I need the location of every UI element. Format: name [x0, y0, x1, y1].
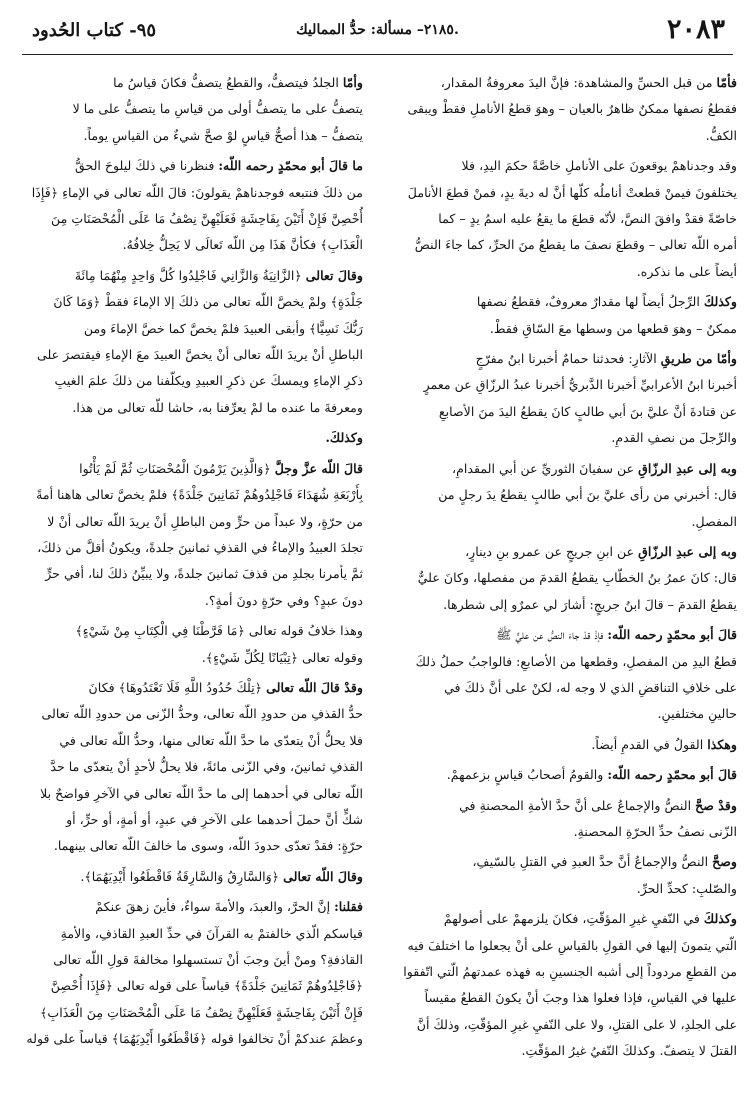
- paragraph-lead: وأمّا من طريقِ: [660, 351, 737, 367]
- paragraph: [392, 539, 737, 618]
- paragraph: [18, 70, 363, 149]
- text-line: شكٍّ أنَّ حملَ أحدهما على الآخرِ في عبدٍ، أو أمةٍ، أو حرٍّ، أو: [66, 811, 363, 827]
- text-line: الزّنى نصفُ حدِّ الحرّةِ المحصنةِ.: [573, 823, 737, 839]
- page-number: ٢٠٨٣: [666, 14, 725, 45]
- text-line: وقدْ صحَّ النصُّ والإجماعُ على أنَّ حدَّ الأمةِ المحصنةِ في: [459, 797, 737, 813]
- text-line: يتصفُّ على ما يتصفُّ أولى من قياسِ ما يتصفُّ على ما لا: [72, 101, 363, 117]
- text-line: وصحَّ النصُّ والإجماعُ أنَّ حدَّ العبدِ في القتلِ بالسّيفِ،: [472, 854, 737, 870]
- text-line: وهذا خلافُ قوله تعالى ﴿مَا فَرَّطْنَا فِي الْكِتَابِ مِنْ شَيْءٍ﴾: [75, 623, 363, 639]
- page-header: [22, 14, 733, 55]
- text-line: قياسكم الّذي خالفتمْ به القرآنَ في حدِّ العبدِ القاذفِ، والأمةِ: [60, 925, 363, 941]
- running-title: ٢١٨٥– مسألة: حدُّ المماليك.: [296, 22, 459, 38]
- text-line: أُحْصِنَّ فَإِنْ أَتَيْنَ بِفَاحِشَةٍ فَعَلَيْهِنَّ نِصْفُ مَا عَلَى الْمُحْصَنَاتِ مِنَ: [51, 211, 363, 227]
- left-text-column: [18, 70, 363, 1090]
- text-line: قال: أخبرني من رأى عليَّ بنَ أبي طالبٍ يقطعُ يدَ رجلٍ من: [438, 487, 737, 503]
- text-line: الباطلِ أنْ يريدَ اللّه تعالى أنْ يخصَّ العبيدَ معَ الإماءِ فيقتصرَ على: [36, 347, 363, 363]
- text-line: والرِّجلَ من نصفِ القدمِ.: [611, 430, 737, 446]
- text-line: عن قتادةَ أنَّ عليَّ بنَ أبي طالبٍ كانَ يقطعُ اليدَ منَ الأصابعِ: [438, 403, 737, 419]
- text-line: بِأَرْبَعَةِ شُهَدَاءَ فَاجْلِدُوهُمْ ثَمَانِينَ جَلْدَةً﴾ فلمْ يخصَّ تعالى هاهنا أمةً: [36, 487, 363, 503]
- paragraph: [18, 425, 363, 451]
- paragraph-lead: قالَ أبو محمّدٍ رحمه اللّه:: [607, 767, 737, 783]
- paragraph: [18, 864, 363, 890]
- paragraph-lead: قالَ اللّه عزَّ وجلَّ: [274, 460, 363, 476]
- paragraph: [18, 263, 363, 421]
- paragraph: [392, 153, 737, 285]
- text-line: من ذلكَ فنتبعه فوجدناهمْ يقولونَ: قالَ اللّه تعالى في الإماءِ ﴿فَإِذَا: [31, 184, 363, 200]
- text-line: من القطعِ مردوداً إلى أشبه الجنسينِ به فهذه عمدتهمُ الّتي اتّفقوا: [403, 964, 737, 979]
- text-line: قالَ أبو محمّدٍ رحمه اللّه: فإذْ قدْ جاءَ النصُّ عن عليٍّ ﷺ: [496, 627, 737, 643]
- text-line: أمره اللّه تعالى – وقطعَ نصفَ ما يقطعُ منَ الحرِّ، كما جاءَ النصُّ: [414, 237, 737, 253]
- text-line: وقالَ اللّه تعالى ﴿وَالسَّارِقُ وَالسَّارِقَةُ فَاقْطَعُوا أَيْدِيَهُمَا﴾.: [80, 868, 363, 884]
- paragraph: [392, 70, 737, 149]
- paragraph: [392, 906, 737, 1064]
- text-line: قالَ أبو محمّدٍ رحمه اللّه: والقومُ أصحابُ قياسٍ بزعمهمْ.: [446, 767, 737, 783]
- text-line: وأمّا من طريقِ الآثارِ: فحدثنا حمامٌ أخبرنا ابنُ مفرّجٍ: [475, 351, 737, 367]
- paragraph: [18, 456, 363, 614]
- text-line: فلا يحلُّ أنْ يتعدّى ما حدَّ اللّه تعالى منها، وحدُّ اللّه تعالى في: [59, 732, 363, 748]
- text-line: وقدْ قالَ اللّه تعالى ﴿تِلْكَ حُدُودُ اللَّهِ فَلَا تَعْتَدُوهَا﴾ فكانَ: [88, 679, 363, 695]
- text-line: رَبُّكَ نَسِيًّا﴾ وأبقى العبيدَ فلمْ يخصَّ كما خصَّ الإماءَ ومن: [83, 320, 363, 336]
- text-line: والصّلبِ: كحدِّ الحرِّ.: [636, 880, 737, 896]
- text-line: وبه إلى عبدِ الرزّاقِ عن سفيانَ الثوريِّ عن أبي المقدامِ،: [452, 460, 737, 476]
- text-line: وهكذا القولُ في القدمِ أيضاً.: [591, 736, 737, 752]
- text-line: ذكرِ الإماءِ ويمسكَ عن ذكرِ العبيدِ ويكلّفنا من ذلكَ علمَ الغيبِ: [54, 373, 363, 389]
- book-title: ٩٥- كتاب الحُدود: [32, 20, 157, 41]
- paragraph: [392, 622, 737, 728]
- text-line: فقلنا: إنَّ الحرَّ، والعبدَ، والأمةَ سواءٌ، فأينَ زهقَ عنكمْ: [95, 899, 363, 915]
- paragraph: [392, 762, 737, 788]
- paragraph: [18, 894, 363, 1052]
- text-line: ثمَّ يأمرنا بجلدِ من قذفَ ثمانينَ جلدةً، ولا يبيِّنُ ذلكَ لنا، أفي حرٍّ: [45, 566, 363, 582]
- paragraph: [392, 793, 737, 846]
- text-line: قطعُ اليدِ من المفصلِ، وقطعها من الأصابعِ: فالواجبُ حملُ ذلكَ: [415, 653, 737, 669]
- paragraph-lead: وكذلكَ: [703, 294, 737, 310]
- paragraph-lead: وأمّا: [342, 75, 363, 90]
- text-line: قالَ اللّه عزَّ وجلَّ ﴿وَالَّذِينَ يَرْمُونَ الْمُحْصَنَاتِ ثُمَّ لَمْ يَأْتُوا: [79, 460, 363, 476]
- text-line: أخبرنا ابنُ الأعرابيِّ أخبرنا الدَّبريُّ أخبرنا عبدُ الرزّاقِ عن معمرٍ: [423, 377, 737, 393]
- text-line: ﴿فَاجْلِدُوهُمْ ثَمَانِينَ جَلْدَةً﴾ قياساً على قوله تعالى ﴿فَإِذَا أُحْصِنَّ: [50, 978, 363, 994]
- text-line: أيضاً على ما نذكره.: [636, 263, 737, 279]
- text-line: وقالَ تعالى ﴿الزَّانِيَةُ وَالزَّانِي فَاجْلِدُوا كُلَّ وَاحِدٍ مِنْهُمَا مِائَةَ: [74, 267, 363, 283]
- paragraph-lead: وكذلكَ: [703, 911, 737, 927]
- paragraph-lead: وبه إلى عبدِ الرزّاقِ: [638, 460, 737, 476]
- text-line: عليها في القياسِ، فإذا فعلوا هذا وجبَ أنْ يكونَ القطعُ مقيساً: [424, 990, 737, 1006]
- text-line: وكذلكَ في النّفيِ غيرِ المؤقّتِ، فكانَ يلزمهمْ على أصولهمْ: [443, 911, 737, 927]
- text-line: على خلافِ التناقضِ الذي لا وجه له، لكنْ على أنَّ ذلكَ في: [444, 679, 737, 695]
- text-line: خاصّةً فقدْ وافقَ النصَّ، لأنّه قطعَ ما يقعُ عليه اسمُ يدٍ – كما: [438, 211, 737, 227]
- text-line: تجلدَ العبيدُ والإماءُ في القذفِ ثمانينَ جلدةً، ويكونُ أقلَّ من ذلكَ،: [37, 539, 363, 555]
- text-line: حالينِ مختلفينِ.: [657, 706, 737, 722]
- text-line: القتلَ لا يتصفّ. وكذلكَ النّفيُ غيرُ المؤقّتِ.: [521, 1043, 737, 1059]
- text-line: من حرّةٍ، ولا عبداً من حرٍّ ومن الباطلِ أنْ يريدَ اللّه تعالى أنْ لا: [47, 513, 363, 529]
- paragraph: [392, 456, 737, 535]
- paragraph: [18, 618, 363, 671]
- paragraph: [18, 675, 363, 860]
- text-line: وبه إلى عبدِ الرزّاقِ عن ابنِ جريجٍ عن عمرو بنِ دينارٍ،: [465, 543, 737, 559]
- paragraph: [18, 153, 363, 259]
- text-line: فأمّا من قبل الحسِّ والمشاهدة: فإنَّ اليدَ معروفةُ المقدار،: [440, 75, 737, 90]
- text-line: وقد وجدناهمْ يوقعونَ على الأناملِ خاصَّةً حكمَ اليدِ، فلا: [461, 158, 737, 174]
- paragraph-lead: قالَ أبو محمّدٍ رحمه اللّه:: [607, 627, 737, 643]
- paragraph-lead: وكذلكَ.: [325, 430, 363, 446]
- text-line: وقوله تعالى ﴿تِبْيَانًا لِكُلِّ شَيْءٍ﴾.: [201, 649, 363, 665]
- paragraph-lead: وهكذا: [707, 736, 737, 752]
- text-line: الكفُّ.: [705, 127, 737, 143]
- paragraph: [392, 289, 737, 342]
- text-line: دونَ عبدٍ؟ وفي حرّةٍ دونَ أمةٍ؟.: [204, 592, 363, 608]
- text-line: ومعرفةَ ما عنده ما لمْ يعرِّفنا به، حاشا للّه تعالى من هذا.: [72, 399, 363, 415]
- paragraph-lead: وقالَ اللّه تعالى: [283, 868, 363, 884]
- text-line: يقطعُ القدمَ – قالَ ابنُ جريجٍ: أشارَ لي عمرٌو إلى شطرها.: [443, 596, 737, 612]
- paragraph-lead: وقالَ تعالى: [305, 267, 363, 283]
- paragraph-lead: فقلنا:: [334, 899, 363, 915]
- text-line: ما قالَ أبو محمّدٍ رحمه اللّه: فنظرنا في ذلكَ ليلوحَ الحقُّ: [74, 158, 363, 174]
- text-line: وأمّا الجلدُ فيتصفُّ، والقطعُ يتصفُّ فكانَ قياسُ ما: [113, 75, 363, 90]
- paragraph-lead: وقدْ صحَّ: [695, 797, 737, 813]
- text-line: [18, 425, 363, 451]
- text-line: حرّةٍ: فقدْ تعدّى حدودَ اللّه، وسوى ما خالفَ اللّه تعالى بينهما.: [53, 838, 363, 854]
- text-line: يختلفونَ فيمنْ قطعتْ أناملُه كلّها أنَّ له ديةَ يدٍ، فمنْ قطعَ الأناملَ: [407, 184, 737, 200]
- text-line: على الجلدِ، لا على القتلِ، ولا على النّفيِ غيرِ المؤقّتِ، وذلكَ أنَّ: [416, 1016, 737, 1032]
- paragraph-lead: ما قالَ أبو محمّدٍ رحمه اللّه:: [218, 158, 363, 174]
- paragraph: [392, 346, 737, 452]
- text-line: الْعَذَابِ﴾ فكأنَّ هَذَا مِن اللّه تَعالَى لا يَحِلُّ خِلافُهُ.: [122, 237, 363, 253]
- text-line: جَلْدَةٍ﴾ ولمْ يخصَّ اللّه تعالى من ذلكَ إلا الإماءَ فقطْ ﴿وَمَا كَانَ: [53, 294, 363, 310]
- text-line: القذفِ ثمانينَ، وفي الزّنى مائةً، فلا يحلُّ لأحدٍ أنْ يتعدّى ما حدَّ: [50, 759, 363, 775]
- text-line: يتصفُّ – هذا أصحُّ قياسٍ لوْ صحَّ شيءٌ من القياسِ يوماً.: [83, 127, 363, 143]
- paragraph: [392, 849, 737, 902]
- text-line: فقطعُ نصفها ممكنٌ ظاهرٌ بالعيان – وهوَ قطعُ الأناملِ فقطْ ويبقى: [407, 101, 737, 117]
- text-line: المفصلِ.: [691, 513, 737, 529]
- text-line: القاذفةِ؟ ومنْ أينَ وجبَ أنْ تستسهلوا مخالفةَ قولِ اللّه تعالى: [53, 952, 363, 967]
- text-line: الّتي يتمونَ إليها في القولِ بالقياسِ على أنْ يجعلوا ما اختلفَ فيه: [407, 937, 737, 953]
- paragraph-lead: وصحَّ: [712, 854, 737, 870]
- text-line: قال: كانَ عمرُ بنُ الخطّابِ يقطعُ القدمَ من مفصلها، وكانَ عليٌّ: [417, 570, 737, 586]
- text-line: اللّه تعالى في أحدهما إلى ما حدَّ اللّه تعالى في الآخرِ فواضحٌ بلا: [40, 785, 363, 801]
- paragraph: [392, 732, 737, 758]
- text-line: وكذلكَ الرِّجلُ أيضاً لها مقدارٌ معروفٌ، فقطعُ نصفها: [476, 294, 737, 310]
- paragraph-lead: وقدْ قالَ اللّه تعالى: [266, 679, 363, 695]
- text-line: حدُّ القذفِ من حدودِ اللّه تعالى، وحدُّ الزّنى من حدودِ اللّه تعالى: [41, 706, 363, 722]
- right-text-column: [392, 70, 737, 1090]
- paragraph-lead: وبه إلى عبدِ الرزّاقِ: [638, 543, 737, 559]
- text-line: ممكنٌ – وهوَ قطعها من وسطها معَ السّاقِ فقطْ.: [489, 320, 737, 336]
- paragraph-lead: فأمّا: [716, 75, 737, 90]
- text-line: فَإِنْ أَتَيْنَ بِفَاحِشَةٍ فَعَلَيْهِنَّ نِصْفُ مَا عَلَى الْمُحْصَنَاتِ مِنَ الْعَذَابِ﴾: [40, 1004, 363, 1020]
- text-line: وعظمَ عندكمْ أنْ تخالفوا قوله ﴿فَاقْطَعُوا أَيْدِيَهُمَا﴾ قياساً على قوله: [26, 1031, 363, 1047]
